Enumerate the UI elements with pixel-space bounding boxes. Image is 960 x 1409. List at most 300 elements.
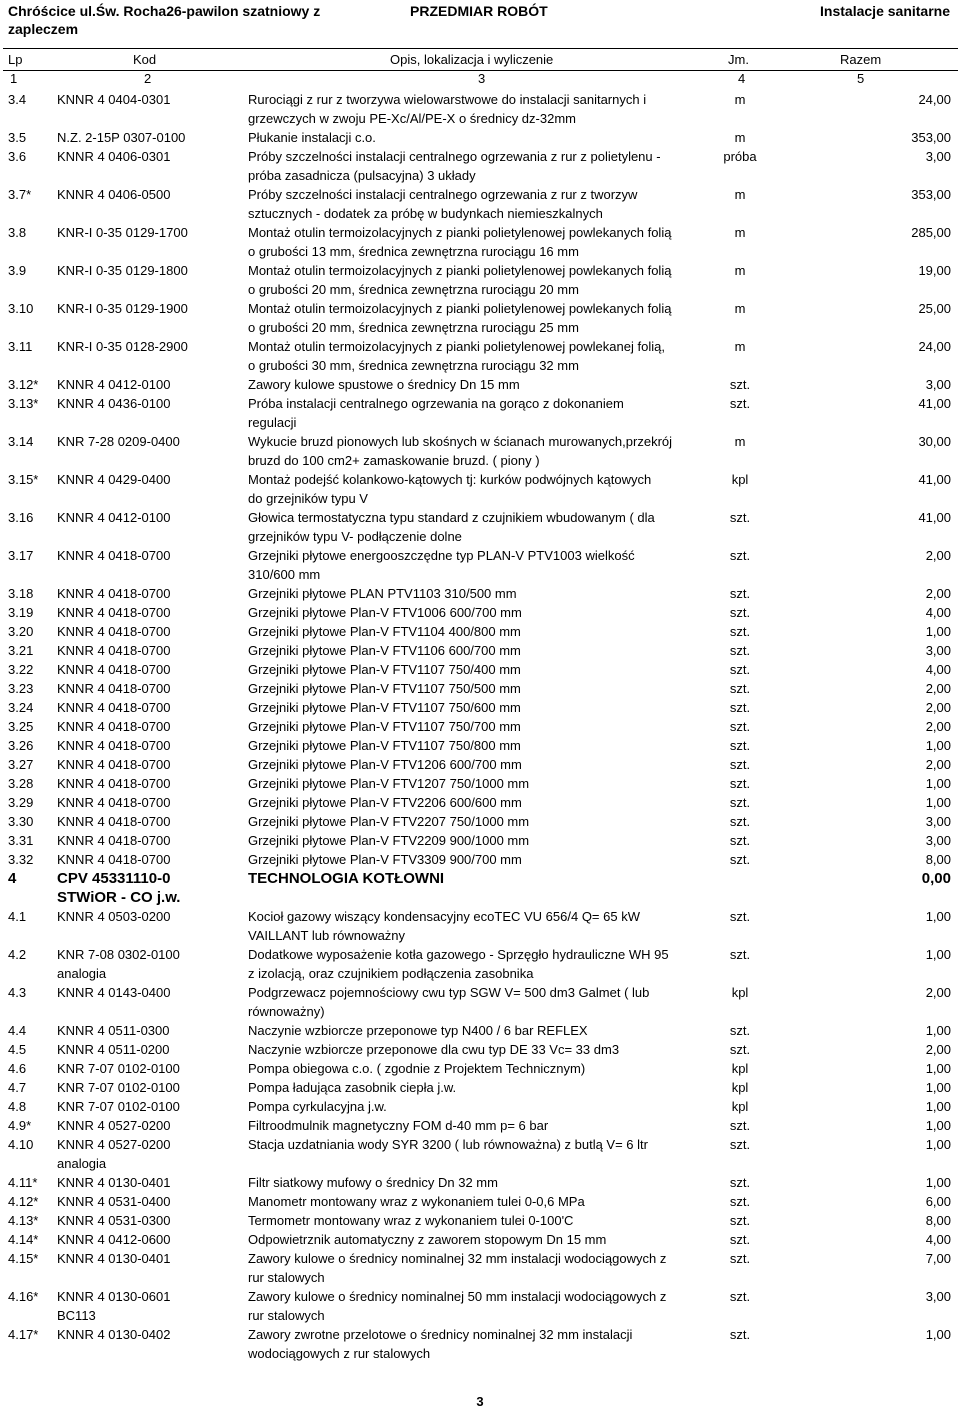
row-kod-line: KNNR 4 0418-0700 [57,586,171,601]
row-unit: kpl [731,1080,749,1095]
row-kod-line: KNNR 4 0418-0700 [57,662,171,677]
row-opis-line: Grzejniki płytowe Plan-V FTV1206 600/700 mm [248,757,522,772]
row-total: 285,00 [911,225,951,240]
header-location: Chróścice ul.Św. Rocha26-pawilon szatniowy z zapleczem [8,3,321,37]
row-kod [57,831,247,850]
row-unit: szt. [729,1023,751,1038]
table-row [0,1249,960,1287]
row-kod-line: KNR-I 0-35 0129-1900 [57,301,188,316]
row-unit: szt. [729,586,751,601]
row-total: 2,00 [925,1042,951,1057]
row-kod [57,945,247,983]
row-opis-line: Stacja uzdatniania wody SYR 3200 ( lub równoważna) z butlą V= 6 ltr [248,1137,648,1152]
row-opis-line: Próby szczelności instalacji centralnego ogrzewania z rur z tworzyw [248,187,638,202]
row-opis [248,432,718,470]
row-lp: 3.4 [8,92,27,107]
table-row [0,546,960,584]
row-opis-line: Zawory kulowe spustowe o średnicy Dn 15 mm [248,377,520,392]
row-kod-line: KNNR 4 0429-0400 [57,472,171,487]
table-row [0,679,960,698]
row-total: 8,00 [925,1213,951,1228]
row-lp: 3.30 [8,814,34,829]
row-opis-line: Próby szczelności instalacji centralnego ogrzewania z rur z polietylenu - [248,149,661,164]
row-kod-line: KNNR 4 0418-0700 [57,700,171,715]
row-opis-line: Grzejniki płytowe Plan-V FTV1106 600/700 mm [248,643,521,658]
row-kod-line: KNR-I 0-35 0129-1700 [57,225,188,240]
table-row [0,261,960,299]
header-section: Instalacje sanitarne [820,3,950,19]
row-total: 1,00 [925,1175,951,1190]
row-kod-line: KNR-I 0-35 0129-1800 [57,263,188,278]
row-unit: m [734,263,746,278]
row-lp: 3.29 [8,795,34,810]
row-lp: 4.17* [8,1327,39,1342]
row-kod [57,603,247,622]
row-total: 0,00 [921,870,951,887]
table-row [0,622,960,641]
row-kod-line: KNNR 4 0418-0700 [57,814,171,829]
row-lp: 4.1 [8,909,27,924]
row-lp: 4.10 [8,1137,34,1152]
row-kod [57,1059,247,1078]
row-opis-line: Naczynie wzbiorcze przeponowe typ N400 / 6 bar REFLEX [248,1023,588,1038]
row-lp: 4.12* [8,1194,39,1209]
row-kod [57,1116,247,1135]
row-kod [57,375,247,394]
row-kod [57,907,247,926]
row-total: 1,00 [925,947,951,962]
row-kod [57,622,247,641]
row-lp: 3.10 [8,301,34,316]
row-opis-line: o grubości 13 mm, średnica zewnętrzna rurociągu 16 mm [248,244,579,259]
row-kod [57,147,247,166]
row-opis-line: Zawory kulowe o średnicy nominalnej 32 mm instalacji wodociągowych z [248,1251,667,1266]
row-unit: szt. [729,1327,751,1342]
row-opis [248,641,718,660]
row-total: 353,00 [911,187,951,202]
row-kod-line: KNNR 4 0130-0601 [57,1289,171,1304]
col-number: 4 [738,71,746,86]
row-lp: 3.28 [8,776,34,791]
row-total: 1,00 [925,624,951,639]
row-unit: kpl [731,985,749,1000]
row-opis-line: Montaż podejść kolankowo-kątowych tj: kurków podwójnych kątowych [248,472,652,487]
row-total: 7,00 [925,1251,951,1266]
row-opis [248,261,718,299]
row-lp: 4.5 [8,1042,27,1057]
row-opis [248,774,718,793]
row-opis-line: równoważny) [248,1004,325,1019]
table-row [0,983,960,1021]
row-unit: m [734,130,746,145]
row-kod-line: analogia [57,966,107,981]
row-unit: kpl [731,472,749,487]
col-number: 5 [857,71,865,86]
table-row [0,1211,960,1230]
col-opis-header: Opis, lokalizacja i wyliczenie [390,52,554,67]
row-kod-line: KNNR 4 0418-0700 [57,548,171,563]
table-row [0,774,960,793]
row-opis-line: Montaż otulin termoizolacyjnych z pianki polietylenowej powlekanych folią [248,301,672,316]
row-opis-line: Naczynie wzbiorcze przeponowe dla cwu typ DE 33 Vc= 33 dm3 [248,1042,620,1057]
table-row [0,299,960,337]
row-kod [57,337,247,356]
row-kod-line: CPV 45331110-0 [57,870,171,887]
row-opis-line: Grzejniki płytowe energooszczędne typ PLAN-V PTV1003 wielkość [248,548,635,563]
row-total: 41,00 [918,510,951,525]
row-opis [248,869,718,888]
row-total: 6,00 [925,1194,951,1209]
row-unit: szt. [729,681,751,696]
row-kod-line: KNNR 4 0511-0200 [57,1042,170,1057]
row-lp: 3.23 [8,681,34,696]
row-lp: 3.8 [8,225,27,240]
row-opis-line: Filtr siatkowy mufowy o średnicy Dn 32 mm [248,1175,498,1190]
row-opis [248,546,718,584]
row-unit: szt. [729,1251,751,1266]
row-unit: szt. [729,396,751,411]
row-kod [57,850,247,869]
row-total: 1,00 [925,1327,951,1342]
row-total: 1,00 [925,1099,951,1114]
row-opis-line: grzejników typu V- podłączenie dolne [248,529,462,544]
row-kod-line: N.Z. 2-15P 0307-0100 [57,130,186,145]
row-opis [248,299,718,337]
row-kod [57,1249,247,1268]
row-kod [57,1211,247,1230]
row-lp: 3.32 [8,852,34,867]
row-kod-line: KNNR 4 0503-0200 [57,909,171,924]
row-opis [248,1078,718,1097]
row-opis [248,983,718,1021]
row-total: 2,00 [925,548,951,563]
row-lp: 4.11* [8,1175,38,1190]
row-opis-line: Grzejniki płytowe Plan-V FTV1006 600/700 mm [248,605,522,620]
row-kod-line: KNNR 4 0412-0100 [57,510,171,525]
table-row [0,1059,960,1078]
table-row [0,736,960,755]
table-row [0,850,960,869]
row-opis [248,1059,718,1078]
row-total: 30,00 [918,434,951,449]
row-kod [57,755,247,774]
row-lp: 3.27 [8,757,34,772]
table-row [0,394,960,432]
table-row [0,185,960,223]
row-kod-line: KNNR 4 0418-0700 [57,605,171,620]
col-kod-header: Kod [133,52,157,67]
row-kod-line: KNNR 4 0418-0700 [57,852,171,867]
row-unit: szt. [729,1175,751,1190]
row-opis [248,584,718,603]
row-lp: 3.5 [8,130,27,145]
row-opis-line: Grzejniki płytowe Plan-V FTV2209 900/1000 mm [248,833,530,848]
row-total: 24,00 [918,92,951,107]
divider [3,48,958,49]
row-opis-line: Grzejniki płytowe Plan-V FTV1107 750/600 mm [248,700,521,715]
row-total: 1,00 [925,776,951,791]
row-total: 1,00 [925,909,951,924]
row-lp: 3.22 [8,662,34,677]
row-total: 1,00 [925,795,951,810]
row-total: 3,00 [925,833,951,848]
row-unit: szt. [729,1289,751,1304]
row-total: 1,00 [925,1061,951,1076]
row-lp: 3.31 [8,833,34,848]
row-total: 19,00 [918,263,951,278]
row-unit: szt. [729,1213,751,1228]
row-opis [248,128,718,147]
row-lp: 3.6 [8,149,27,164]
row-opis-line: Grzejniki płytowe Plan-V FTV3309 900/700 mm [248,852,522,867]
row-opis-line: Grzejniki płytowe PLAN PTV1103 310/500 mm [248,586,517,601]
row-unit: szt. [729,1232,751,1247]
row-lp: 3.26 [8,738,34,753]
row-opis-line: 310/600 mm [248,567,321,582]
row-opis [248,831,718,850]
row-kod-line: KNNR 4 0418-0700 [57,643,171,658]
row-opis-line: rur stalowych [248,1308,325,1323]
page-number: 3 [476,1394,484,1409]
row-lp: 4.2 [8,947,27,962]
row-kod-line: KNR 7-08 0302-0100 [57,947,180,962]
row-total: 2,00 [925,757,951,772]
table-row [0,603,960,622]
row-opis-line: Grzejniki płytowe Plan-V FTV2206 600/600 mm [248,795,522,810]
row-lp: 3.12* [8,377,39,392]
row-total: 1,00 [925,1080,951,1095]
row-kod-line: KNR 7-07 0102-0100 [57,1080,180,1095]
row-opis [248,945,718,983]
row-kod-line: KNNR 4 0418-0700 [57,776,171,791]
table-row [0,1230,960,1249]
row-kod-line: KNNR 4 0531-0400 [57,1194,171,1209]
row-unit: szt. [729,833,751,848]
row-kod [57,223,247,242]
row-unit: m [734,92,746,107]
row-opis [248,470,718,508]
table-row [0,755,960,774]
row-opis-line: TECHNOLOGIA KOTŁOWNI [248,870,445,887]
row-total: 2,00 [925,681,951,696]
row-lp: 4 [8,870,17,887]
row-unit: szt. [729,624,751,639]
row-total: 24,00 [918,339,951,354]
row-opis-line: Kocioł gazowy wiszący kondensacyjny ecoTEC VU 656/4 Q= 65 kW [248,909,640,924]
row-opis-line: Montaż otulin termoizolacyjnych z pianki polietylenowej powlekanych folią [248,263,672,278]
row-total: 3,00 [925,377,951,392]
row-total: 2,00 [925,719,951,734]
table-row [0,698,960,717]
col-jm-header: Jm. [728,52,749,67]
row-opis [248,850,718,869]
row-opis [248,1135,718,1154]
row-opis-line: Montaż otulin termoizolacyjnych z pianki polietylenowej powlekanej folią, [248,339,665,354]
row-lp: 4.7 [8,1080,27,1095]
row-kod-line: KNNR 4 0531-0300 [57,1213,171,1228]
row-opis-line: sztucznych - dodatek za próbę w budynkach niemieszkalnych [248,206,603,221]
row-opis-line: bruzd do 100 cm2+ zamaskowanie bruzd. ( piony ) [248,453,540,468]
row-opis-line: Grzejniki płytowe Plan-V FTV1104 400/800 mm [248,624,521,639]
row-unit: szt. [729,947,751,962]
row-opis [248,90,718,128]
row-opis-line: Grzejniki płytowe Plan-V FTV1107 750/700 mm [248,719,521,734]
row-kod [57,1173,247,1192]
row-opis-line: Filtroodmulnik magnetyczny FOM d-40 mm p= 6 bar [248,1118,549,1133]
row-opis-line: Grzejniki płytowe Plan-V FTV1107 750/500 mm [248,681,521,696]
row-total: 3,00 [925,1289,951,1304]
row-kod [57,394,247,413]
row-kod-line: KNNR 4 0436-0100 [57,396,171,411]
row-kod [57,508,247,527]
row-kod-line: analogia [57,1156,107,1171]
row-total: 4,00 [925,662,951,677]
row-opis [248,622,718,641]
table-row [0,1116,960,1135]
row-opis-line: o grubości 20 mm, średnica zewnętrzna rurociągu 25 mm [248,320,579,335]
row-kod-line: KNNR 4 0412-0100 [57,377,171,392]
row-unit: szt. [729,814,751,829]
row-kod [57,679,247,698]
table-row [0,337,960,375]
row-unit: m [734,434,746,449]
row-opis [248,375,718,394]
row-opis [248,147,718,185]
row-unit: m [734,301,746,316]
col-lp-header: Lp [8,52,23,67]
row-lp: 3.7* [8,187,32,202]
table-row [0,660,960,679]
table-row [0,793,960,812]
row-kod [57,1230,247,1249]
row-kod-line: KNNR 4 0418-0700 [57,833,171,848]
header-title: PRZEDMIAR ROBÓT [410,3,548,19]
row-opis-line: o grubości 20 mm, średnica zewnętrzna rurociągu 20 mm [248,282,579,297]
row-kod [57,660,247,679]
row-kod-line: KNR 7-07 0102-0100 [57,1061,180,1076]
row-kod-line: KNNR 4 0130-0402 [57,1327,171,1342]
row-opis [248,603,718,622]
row-opis [248,679,718,698]
row-total: 1,00 [925,1137,951,1152]
row-kod-line: KNNR 4 0418-0700 [57,795,171,810]
row-unit: kpl [731,1061,749,1076]
row-total: 1,00 [925,1118,951,1133]
row-unit: szt. [729,776,751,791]
row-opis [248,812,718,831]
col-number: 3 [478,71,486,86]
row-unit: szt. [729,852,751,867]
row-total: 1,00 [925,738,951,753]
row-lp: 4.4 [8,1023,27,1038]
row-total: 4,00 [925,605,951,620]
section-row [0,869,960,907]
row-kod [57,1287,247,1325]
row-opis [248,907,718,945]
row-total: 41,00 [918,472,951,487]
row-total: 2,00 [925,985,951,1000]
row-unit: szt. [729,510,751,525]
row-lp: 3.20 [8,624,34,639]
row-kod-line: KNNR 4 0418-0700 [57,681,171,696]
row-unit: szt. [729,605,751,620]
row-opis-line: Grzejniki płytowe Plan-V FTV2207 750/1000 mm [248,814,530,829]
row-kod-line: KNNR 4 0418-0700 [57,624,171,639]
row-opis-line: Głowica termostatyczna typu standard z czujnikiem wbudowanym ( dla [248,510,655,525]
row-kod [57,698,247,717]
table-row [0,945,960,983]
row-kod-line: KNNR 4 0406-0500 [57,187,171,202]
table-row [0,223,960,261]
row-kod-line: KNNR 4 0404-0301 [57,92,171,107]
row-lp: 3.21 [8,643,34,658]
row-lp: 3.24 [8,700,34,715]
row-kod-line: KNR 7-07 0102-0100 [57,1099,180,1114]
page-header [0,0,960,44]
row-kod [57,128,247,147]
table-row [0,1173,960,1192]
row-kod [57,432,247,451]
row-opis [248,223,718,261]
row-opis-line: Płukanie instalacji c.o. [248,130,376,145]
col-razem-header: Razem [840,52,882,67]
row-kod [57,90,247,109]
row-unit: m [734,339,746,354]
table-row [0,1040,960,1059]
row-kod-line: STWiOR - CO j.w. [57,889,181,906]
row-total: 41,00 [918,396,951,411]
table-row [0,641,960,660]
row-kod [57,717,247,736]
row-opis [248,1287,718,1325]
row-opis [248,793,718,812]
row-opis [248,508,718,546]
row-unit: szt. [729,738,751,753]
row-kod [57,1040,247,1059]
table-row [0,717,960,736]
row-lp: 3.19 [8,605,34,620]
row-total: 25,00 [918,301,951,316]
row-kod [57,584,247,603]
row-kod-line: KNNR 4 0418-0700 [57,738,171,753]
row-opis-line: Grzejniki płytowe Plan-V FTV1207 750/1000 mm [248,776,530,791]
row-opis-line: Grzejniki płytowe Plan-V FTV1107 750/400 mm [248,662,521,677]
row-opis-line: Pompa cyrkulacyjna j.w. [248,1099,387,1114]
row-opis [248,1192,718,1211]
row-opis [248,1211,718,1230]
row-kod-line: KNR-I 0-35 0128-2900 [57,339,188,354]
row-unit: szt. [729,1137,751,1152]
row-opis [248,755,718,774]
table-row [0,147,960,185]
row-unit: szt. [729,700,751,715]
row-opis [248,736,718,755]
table-row [0,1097,960,1116]
row-unit: szt. [729,719,751,734]
row-kod-line: KNNR 4 0418-0700 [57,719,171,734]
row-total: 3,00 [925,149,951,164]
table-row [0,1192,960,1211]
row-opis [248,1116,718,1135]
row-lp: 3.13* [8,396,39,411]
row-lp: 3.17 [8,548,34,563]
row-opis [248,394,718,432]
row-kod [57,1192,247,1211]
col-number: 1 [10,71,18,86]
row-kod-line: BC113 [57,1308,96,1323]
row-kod [57,793,247,812]
row-opis [248,1021,718,1040]
